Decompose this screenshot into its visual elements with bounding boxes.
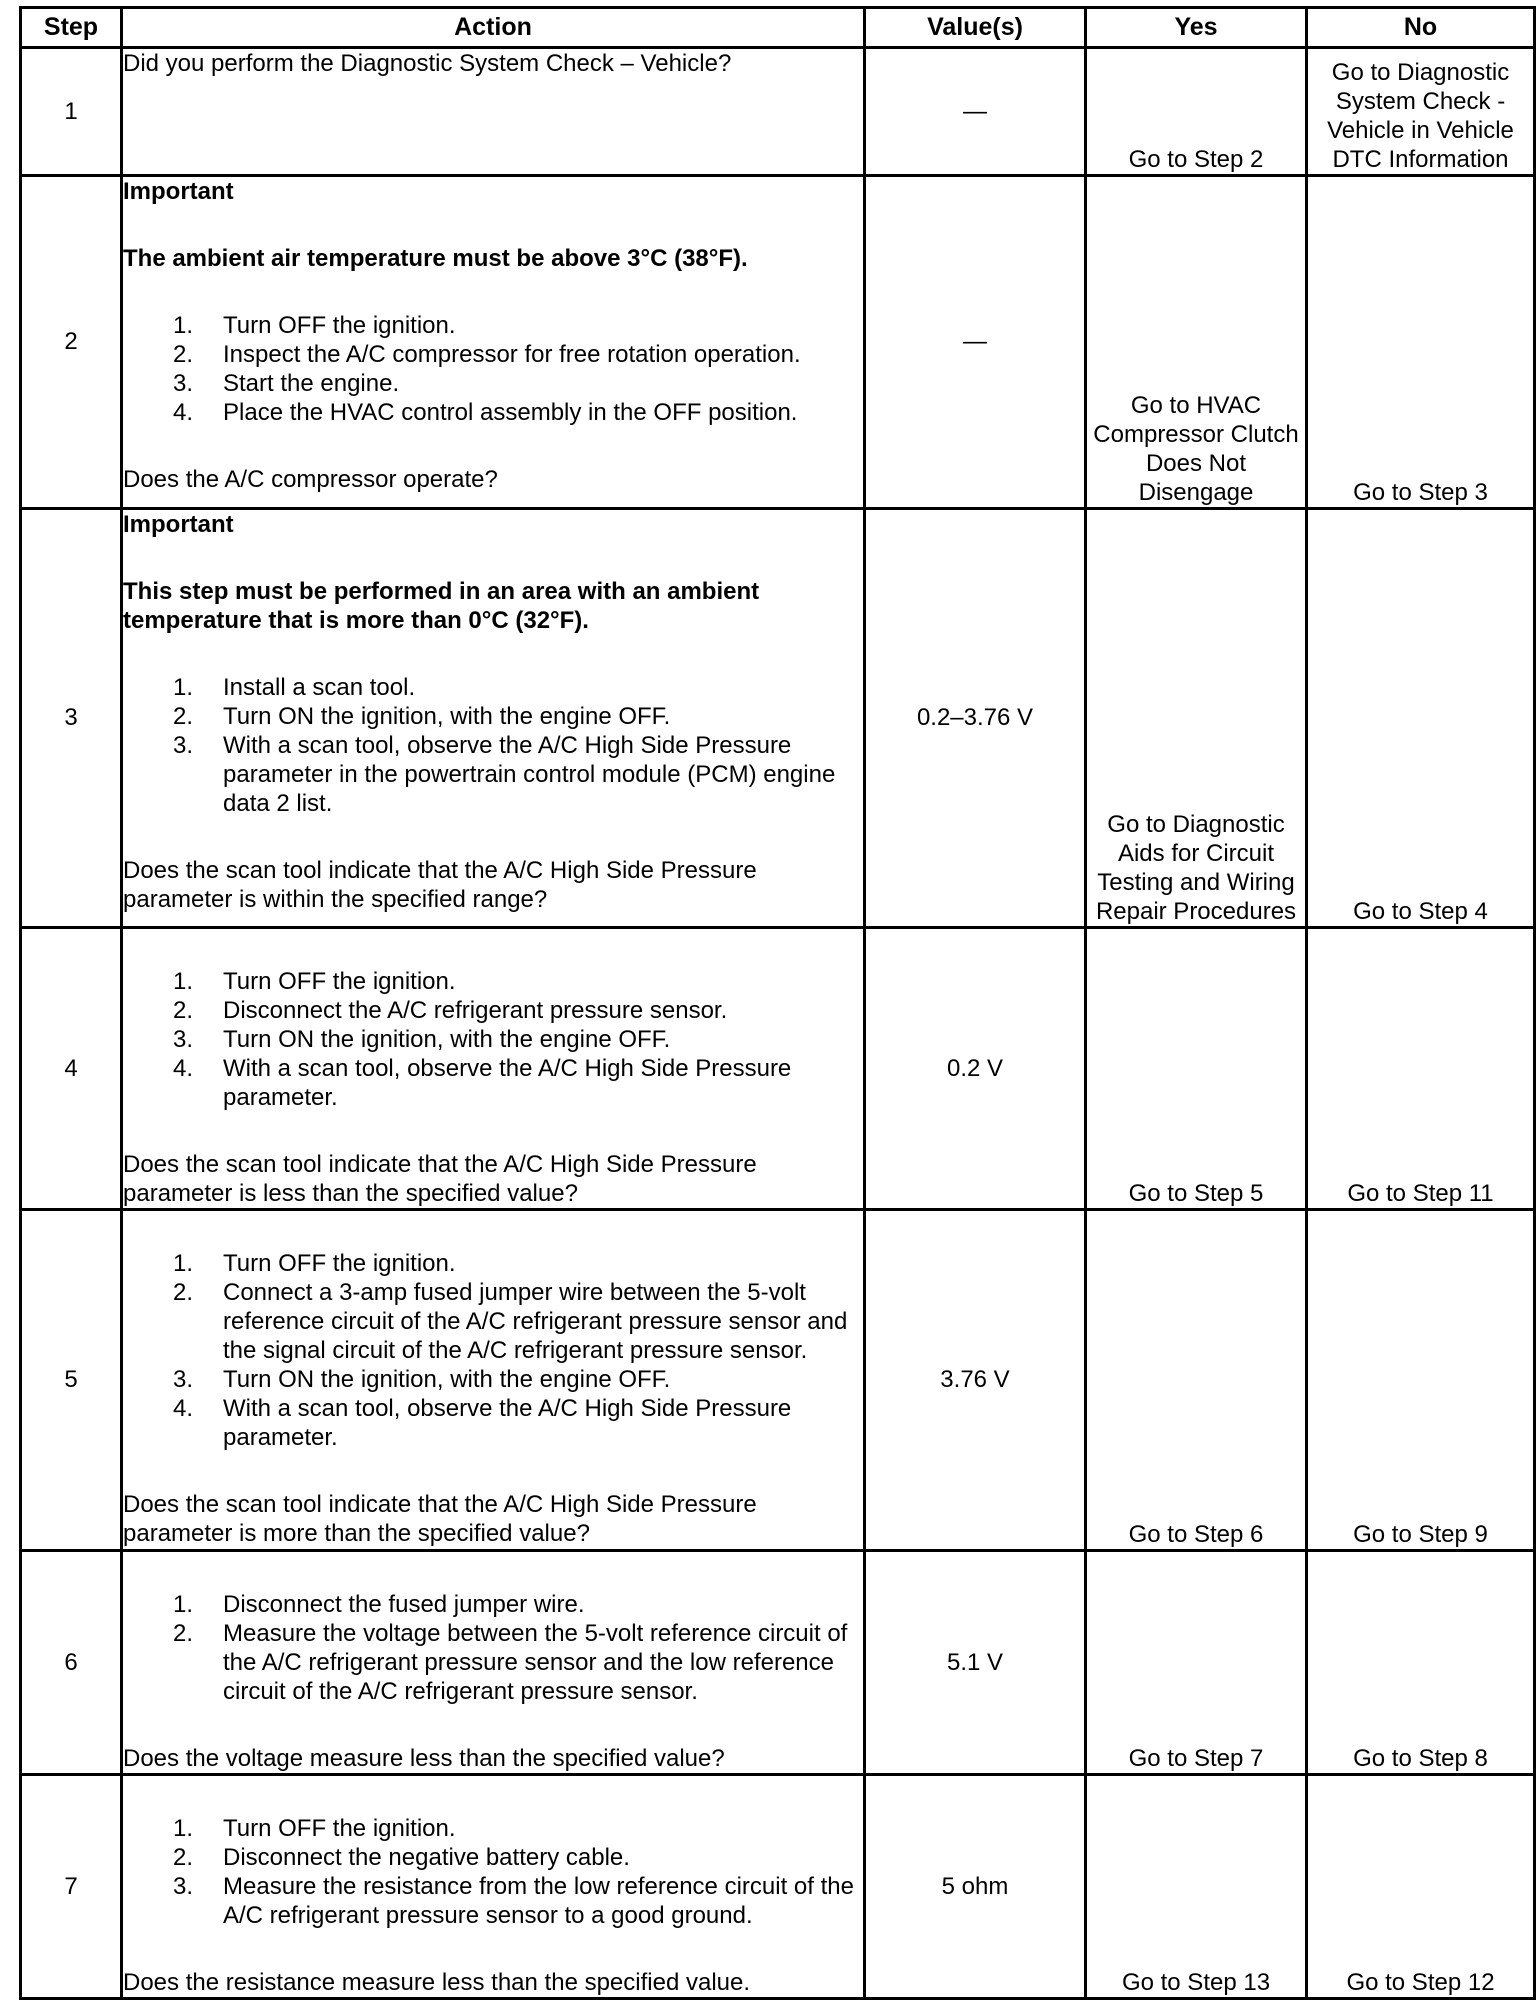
no-cell: Go to Step 8 xyxy=(1307,1551,1535,1775)
value-cell: 0.2 V xyxy=(865,928,1086,1210)
step-number: 3 xyxy=(21,509,122,928)
procedure-list xyxy=(123,1249,863,1452)
list-item: 4. Place the HVAC control assembly in the OFF position. xyxy=(173,399,798,426)
value-cell: 3.76 V xyxy=(865,1210,1086,1551)
value-cell: 0.2–3.76 V xyxy=(865,509,1086,928)
action-question: Does the scan tool indicate that the A/C High Side Pressure parameter is within the specified range? xyxy=(123,857,757,913)
header-step: Step xyxy=(21,8,122,48)
header-action: Action xyxy=(122,8,865,48)
diagnostic-table xyxy=(19,6,1536,2000)
table-row xyxy=(21,176,1535,509)
list-item: 1. Turn OFF the ignition. xyxy=(173,1250,456,1277)
list-item: 3. With a scan tool, observe the A/C High Side Pressure parameter in the powertrain control module (PCM) engine data 2 list. xyxy=(173,732,836,817)
list-item: 1. Turn OFF the ignition. xyxy=(173,1815,456,1842)
action-cell xyxy=(122,176,865,509)
step-number: 2 xyxy=(21,176,122,509)
action-question: Does the scan tool indicate that the A/C High Side Pressure parameter is more than the specified value? xyxy=(123,1491,757,1547)
value-cell: — xyxy=(865,48,1086,176)
value-cell: — xyxy=(865,176,1086,509)
yes-cell: Go to Step 13 xyxy=(1086,1775,1307,1999)
table-row xyxy=(21,1210,1535,1551)
no-cell: Go to Step 12 xyxy=(1307,1775,1535,1999)
yes-cell: Go to Diagnostic Aids for Circuit Testing and Wiring Repair Procedures xyxy=(1086,509,1307,928)
action-question: Does the voltage measure less than the specified value? xyxy=(123,1745,725,1772)
list-item: 2. Inspect the A/C compressor for free rotation operation. xyxy=(173,341,801,368)
no-cell: Go to Step 11 xyxy=(1307,928,1535,1210)
header-row xyxy=(21,8,1535,48)
list-item: 2. Disconnect the negative battery cable. xyxy=(173,1844,630,1871)
step-number: 6 xyxy=(21,1551,122,1775)
action-question: Does the scan tool indicate that the A/C High Side Pressure parameter is less than the specified value? xyxy=(123,1151,757,1207)
list-item: 2. Disconnect the A/C refrigerant pressure sensor. xyxy=(173,997,728,1024)
list-item: 1. Turn OFF the ignition. xyxy=(173,968,456,995)
action-cell xyxy=(122,48,865,176)
diagnostic-page xyxy=(19,6,1533,2000)
action-cell xyxy=(122,1551,865,1775)
action-cell xyxy=(122,1210,865,1551)
step-number: 5 xyxy=(21,1210,122,1551)
list-item: 3. Measure the resistance from the low reference circuit of the A/C refrigerant pressure sensor to a good ground. xyxy=(173,1873,854,1929)
step-number: 7 xyxy=(21,1775,122,1999)
value-cell: 5.1 V xyxy=(865,1551,1086,1775)
list-item: 4. With a scan tool, observe the A/C High Side Pressure parameter. xyxy=(173,1395,792,1451)
no-cell: Go to Diagnostic System Check - Vehicle in Vehicle DTC Information xyxy=(1307,48,1535,176)
table-row xyxy=(21,1551,1535,1775)
yes-cell: Go to Step 7 xyxy=(1086,1551,1307,1775)
list-item: 3. Turn ON the ignition, with the engine OFF. xyxy=(173,1026,671,1053)
important-label: Important xyxy=(123,511,234,538)
action-question: Did you perform the Diagnostic System Check – Vehicle? xyxy=(123,50,732,77)
action-cell xyxy=(122,928,865,1210)
list-item: 3. Turn ON the ignition, with the engine OFF. xyxy=(173,1366,671,1393)
header-values: Value(s) xyxy=(865,8,1086,48)
action-cell xyxy=(122,1775,865,1999)
table-row xyxy=(21,1775,1535,1999)
important-note: This step must be performed in an area with an ambient temperature that is more than 0°C (32°F). xyxy=(123,578,760,634)
procedure-list xyxy=(123,311,863,427)
action-cell xyxy=(122,509,865,928)
yes-cell: Go to HVAC Compressor Clutch Does Not Disengage xyxy=(1086,176,1307,509)
yes-cell: Go to Step 5 xyxy=(1086,928,1307,1210)
list-item: 2. Measure the voltage between the 5-volt reference circuit of the A/C refrigerant pressure sensor and the low reference circuit of the A/C refrigerant pressure sensor. xyxy=(173,1620,848,1705)
procedure-list xyxy=(123,673,863,818)
table-row xyxy=(21,928,1535,1210)
step-number: 1 xyxy=(21,48,122,176)
list-item: 2. Turn ON the ignition, with the engine OFF. xyxy=(173,703,671,730)
action-question: Does the A/C compressor operate? xyxy=(123,466,498,493)
step-number: 4 xyxy=(21,928,122,1210)
no-cell: Go to Step 9 xyxy=(1307,1210,1535,1551)
list-item: 1. Install a scan tool. xyxy=(173,674,416,701)
procedure-list xyxy=(123,1814,863,1930)
table-row xyxy=(21,48,1535,176)
yes-cell: Go to Step 2 xyxy=(1086,48,1307,176)
procedure-list xyxy=(123,967,863,1112)
no-cell: Go to Step 3 xyxy=(1307,176,1535,509)
important-note: The ambient air temperature must be above 3°C (38°F). xyxy=(123,245,748,272)
list-item: 1. Disconnect the fused jumper wire. xyxy=(173,1591,585,1618)
action-question: Does the resistance measure less than the specified value. xyxy=(123,1969,751,1996)
table-row xyxy=(21,509,1535,928)
list-item: 2. Connect a 3-amp fused jumper wire between the 5-volt reference circuit of the A/C refrigerant pressure sensor and the signal circuit of the A/C refrigerant pressure sensor. xyxy=(173,1279,848,1364)
header-yes: Yes xyxy=(1086,8,1307,48)
no-cell: Go to Step 4 xyxy=(1307,509,1535,928)
yes-cell: Go to Step 6 xyxy=(1086,1210,1307,1551)
important-label: Important xyxy=(123,178,234,205)
list-item: 1. Turn OFF the ignition. xyxy=(173,312,456,339)
procedure-list xyxy=(123,1590,863,1706)
value-cell: 5 ohm xyxy=(865,1775,1086,1999)
header-no: No xyxy=(1307,8,1535,48)
list-item: 4. With a scan tool, observe the A/C High Side Pressure parameter. xyxy=(173,1055,792,1111)
list-item: 3. Start the engine. xyxy=(173,370,400,397)
